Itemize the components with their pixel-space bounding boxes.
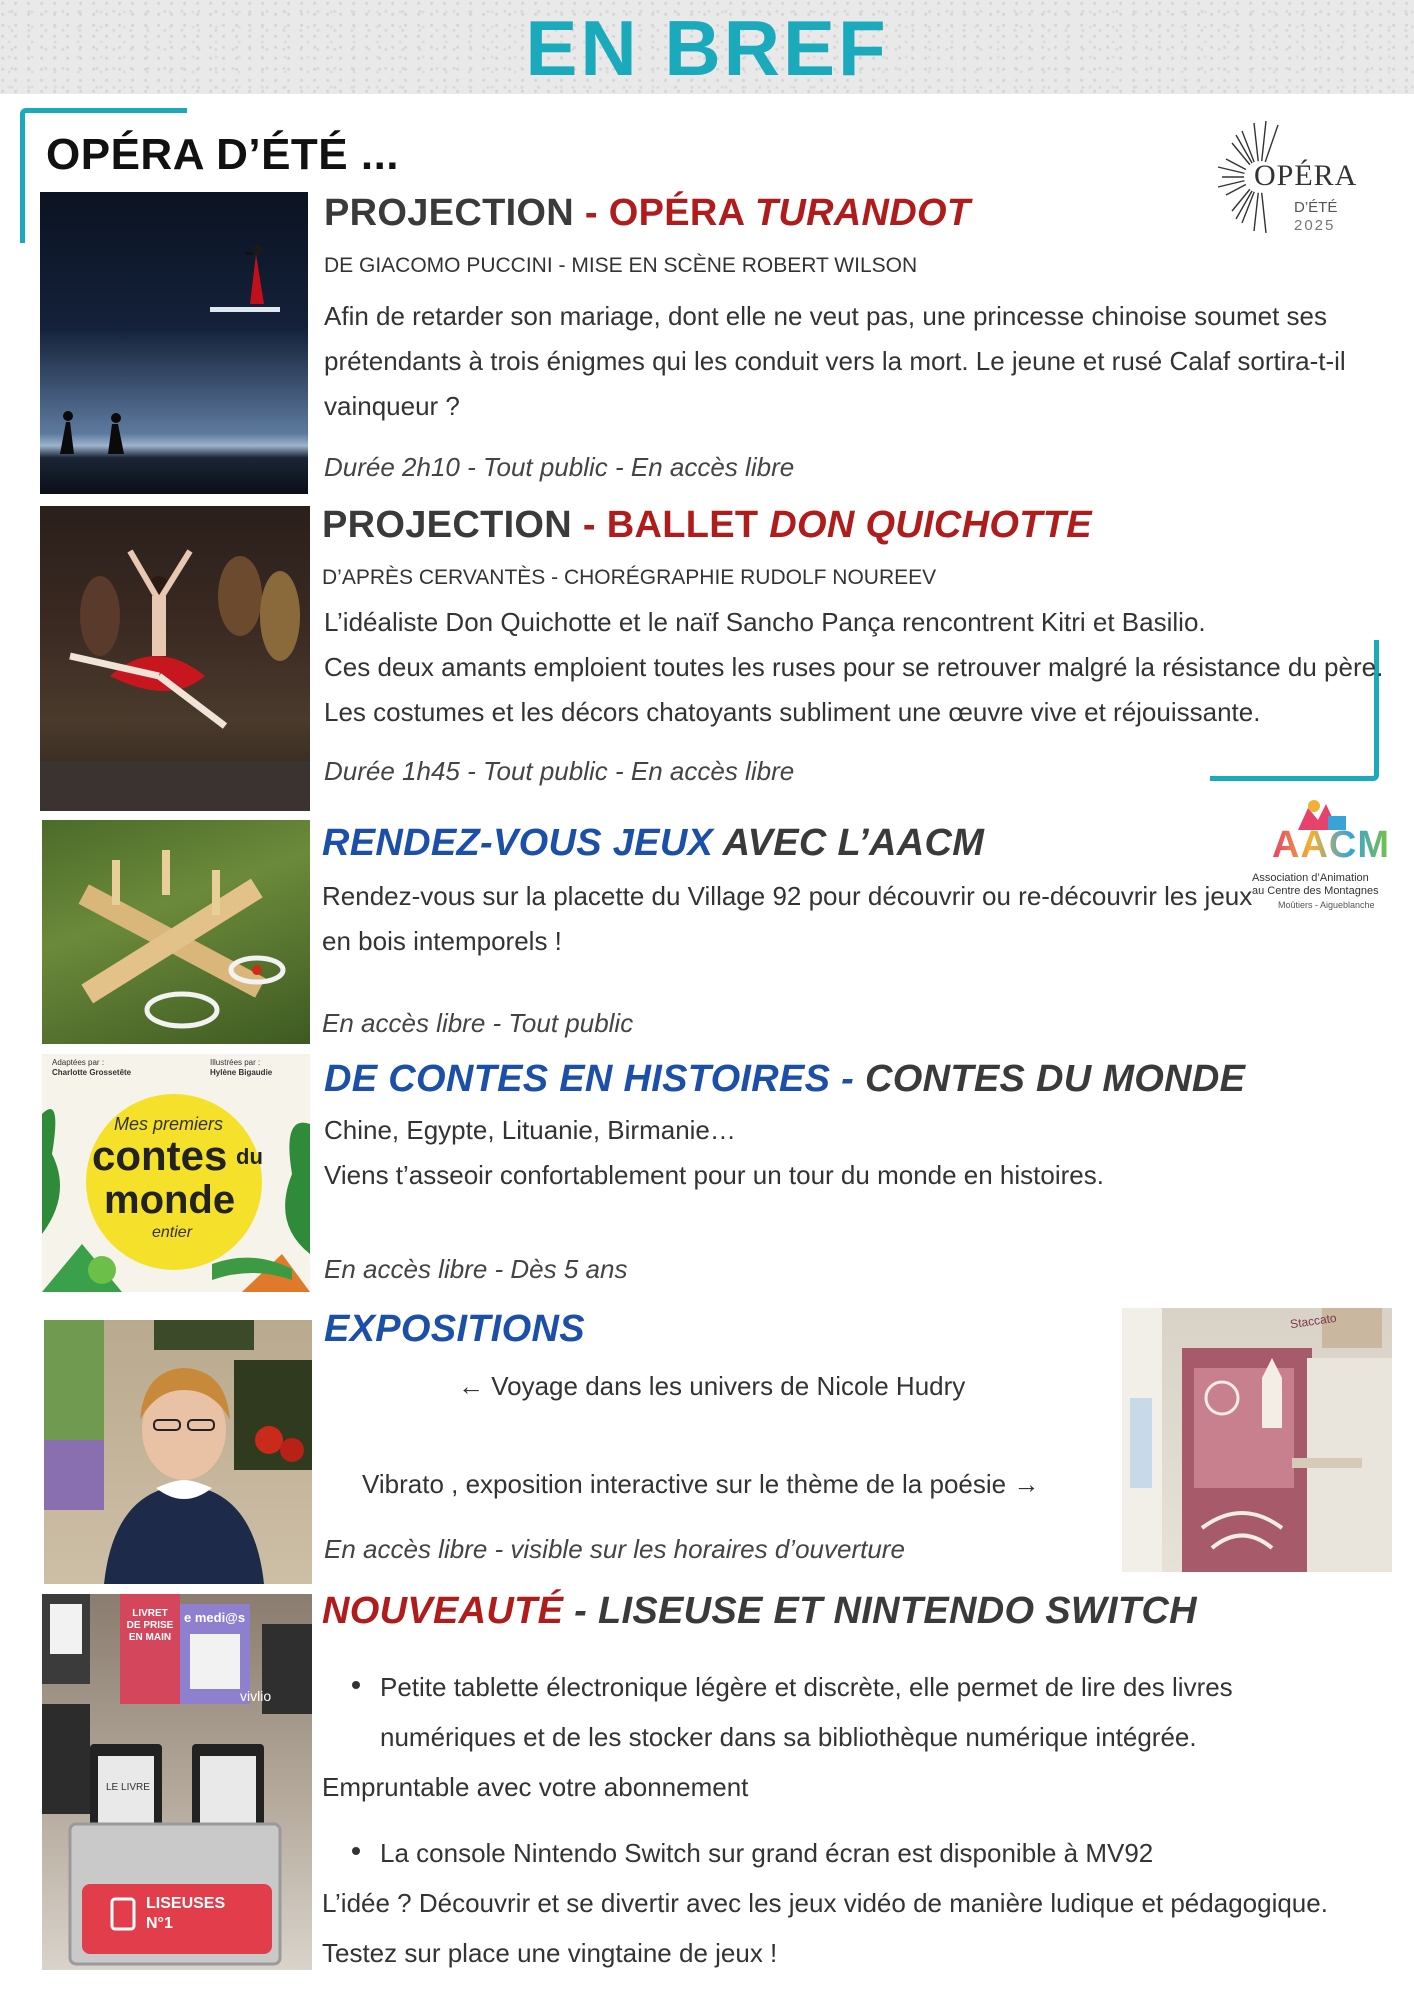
vibrato-panel-label: Staccato: [1289, 1310, 1338, 1332]
nouveaute-line-2: L’idée ? Découvrir et se divertir avec les jeux vidéo de manière ludique et pédagogique.: [322, 1888, 1328, 1918]
poster-livret: LIVRET DE PRISE EN MAIN: [126, 1608, 174, 1643]
opera-logo-word: OPÉRA: [1254, 159, 1358, 192]
jeux-description: [322, 874, 1252, 964]
book-title-2: contes: [92, 1132, 228, 1179]
turandot-title-work: TURANDOT: [754, 192, 971, 234]
aacm-logo-acronym: AACM: [1272, 824, 1390, 866]
jeux-title: [322, 822, 984, 865]
donquichotte-line-2: Ces deux amants emploient toutes les ruses pour se retrouver malgré la résistance du père.: [324, 652, 1384, 682]
donquichotte-description: [324, 600, 1383, 735]
contes-title: [324, 1058, 1245, 1101]
donquichotte-line-1: L’idéaliste Don Quichotte et le naïf Sancho Pança rencontrent Kitri et Basilio.: [324, 607, 1206, 637]
turandot-meta: Durée 2h10 - Tout public - En accès libre: [324, 452, 795, 482]
nouveaute-bullets-1: [322, 1662, 1382, 1762]
donquichotte-title-prefix: PROJECTION: [322, 504, 573, 546]
contes-description: [324, 1108, 1104, 1198]
vibrato-exhibit-photo: [1122, 1308, 1392, 1572]
poster-emedias: e medi@s: [184, 1610, 246, 1625]
book-adapted-label: Adaptées par :: [52, 1058, 105, 1067]
title-separator: -: [572, 504, 607, 546]
book-illustrator: Hylène Bigaudie: [210, 1068, 273, 1077]
nouveaute-line-3: Testez sur place une vingtaine de jeux !: [322, 1938, 778, 1968]
book-title-4: monde: [104, 1178, 236, 1222]
device-screen-text: LE LIVRE: [106, 1782, 150, 1793]
aacm-logo: [1248, 796, 1390, 914]
book-title-3: du: [236, 1144, 263, 1169]
turandot-line-3: vainqueur ?: [324, 391, 460, 421]
nouveaute-bullet-2: La console Nintendo Switch sur grand écran est disponible à MV92: [380, 1828, 1382, 1878]
donquichotte-meta: Durée 1h45 - Tout public - En accès libre: [324, 756, 795, 786]
opera-logo-sub: D’ÉTÉ: [1294, 199, 1338, 216]
contes-title-a: DE CONTES EN HISTOIRES: [324, 1058, 831, 1100]
jeux-line-1: Rendez-vous sur la placette du Village 92 pour découvrir ou re-découvrir les jeux: [322, 881, 1253, 911]
expos-title: [324, 1308, 585, 1351]
book-title-5: entier: [152, 1224, 193, 1241]
turandot-title-prefix: PROJECTION: [324, 192, 575, 234]
turandot-title-kind: OPÉRA: [608, 192, 755, 234]
jeux-line-2: en bois intemporels !: [322, 926, 562, 956]
aacm-logo-line2: au Centre des Montagnes: [1252, 885, 1379, 897]
nouveaute-bullets-2: [322, 1828, 1382, 1878]
nouveaute-body: [322, 1662, 1382, 1978]
contes-meta: En accès libre - Dès 5 ans: [324, 1254, 628, 1284]
turandot-photo: [40, 192, 308, 494]
title-separator: -: [574, 192, 609, 234]
donquichotte-title: [322, 504, 1092, 547]
nouveaute-bullet-1: Petite tablette électronique légère et discrète, elle permet de lire des livres numériques et de les stocker dans sa bibliothèque numérique intégrée.: [380, 1662, 1320, 1762]
contes-title-b: CONTES DU MONDE: [865, 1058, 1246, 1100]
title-separator: -: [563, 1590, 598, 1632]
nouveaute-title-b: LISEUSE ET NINTENDO SWITCH: [597, 1590, 1197, 1632]
title-separator: -: [830, 1058, 865, 1100]
opera-ete-logo: [1208, 115, 1378, 245]
donquichotte-subtitle: D’APRÈS CERVANTÈS - CHORÉGRAPHIE RUDOLF NOUREEV: [322, 566, 937, 589]
nouveaute-line-1: Empruntable avec votre abonnement: [322, 1772, 749, 1802]
jeux-title-a: RENDEZ-VOUS JEUX: [322, 822, 714, 864]
donquichotte-line-3: Les costumes et les décors chatoyants subliment une œuvre vive et réjouissante.: [324, 697, 1261, 727]
nouveaute-title: [322, 1590, 1197, 1633]
contes-book-cover: [42, 1054, 310, 1292]
turandot-subtitle: DE GIACOMO PUCCINI - MISE EN SCÈNE ROBERT WILSON: [324, 254, 918, 277]
nicole-hudry-photo: [44, 1320, 312, 1584]
turandot-line-2: prétendants à trois énigmes qui les conduit vers la mort. Le jeune et rusé Calaf sortira-t-il: [324, 346, 1346, 376]
turandot-description: [324, 294, 1346, 429]
aacm-logo-line3: Moûtiers - Aigueblanche: [1278, 900, 1375, 910]
expos-line-1: ← Voyage dans les univers de Nicole Hudry: [458, 1371, 966, 1401]
liseuses-photo: [42, 1594, 312, 1970]
book-title-1: Mes premiers: [114, 1114, 224, 1134]
contes-line-2: Viens t’asseoir confortablement pour un tour du monde en histoires.: [324, 1160, 1104, 1190]
case-label: LISEUSES N°1: [146, 1895, 226, 1932]
donquichotte-title-kind: BALLET: [606, 504, 770, 546]
donquichotte-title-work: DON QUICHOTTE: [769, 504, 1092, 546]
page-title: EN BREF: [525, 4, 889, 92]
opera-logo-year: 2025: [1294, 217, 1336, 234]
donquichotte-photo: [40, 506, 310, 811]
book-illustrated-label: Illustrées par :: [210, 1058, 261, 1067]
jeux-title-b: AVEC L’AACM: [713, 822, 985, 864]
aacm-logo-line1: Association d’Animation: [1252, 872, 1369, 884]
book-adapter: Charlotte Grossetête: [52, 1068, 132, 1077]
expos-title-text: EXPOSITIONS: [324, 1308, 585, 1350]
turandot-line-1: Afin de retarder son mariage, dont elle ne veut pas, une princesse chinoise soumet ses: [324, 301, 1328, 331]
turandot-title: [324, 192, 970, 235]
device-brand: vivlio: [240, 1688, 272, 1704]
expos-line-2: Vibrato , exposition interactive sur le thème de la poésie →: [362, 1469, 1040, 1499]
jeux-meta: En accès libre - Tout public: [322, 1008, 634, 1038]
wooden-games-photo: [42, 820, 310, 1044]
nouveaute-title-a: NOUVEAUTÉ: [322, 1590, 564, 1632]
expos-meta: En accès libre - visible sur les horaires d’ouverture: [324, 1534, 905, 1564]
contes-line-1: Chine, Egypte, Lituanie, Birmanie…: [324, 1115, 736, 1145]
section-title: OPÉRA D’ÉTÉ ...: [46, 130, 400, 179]
